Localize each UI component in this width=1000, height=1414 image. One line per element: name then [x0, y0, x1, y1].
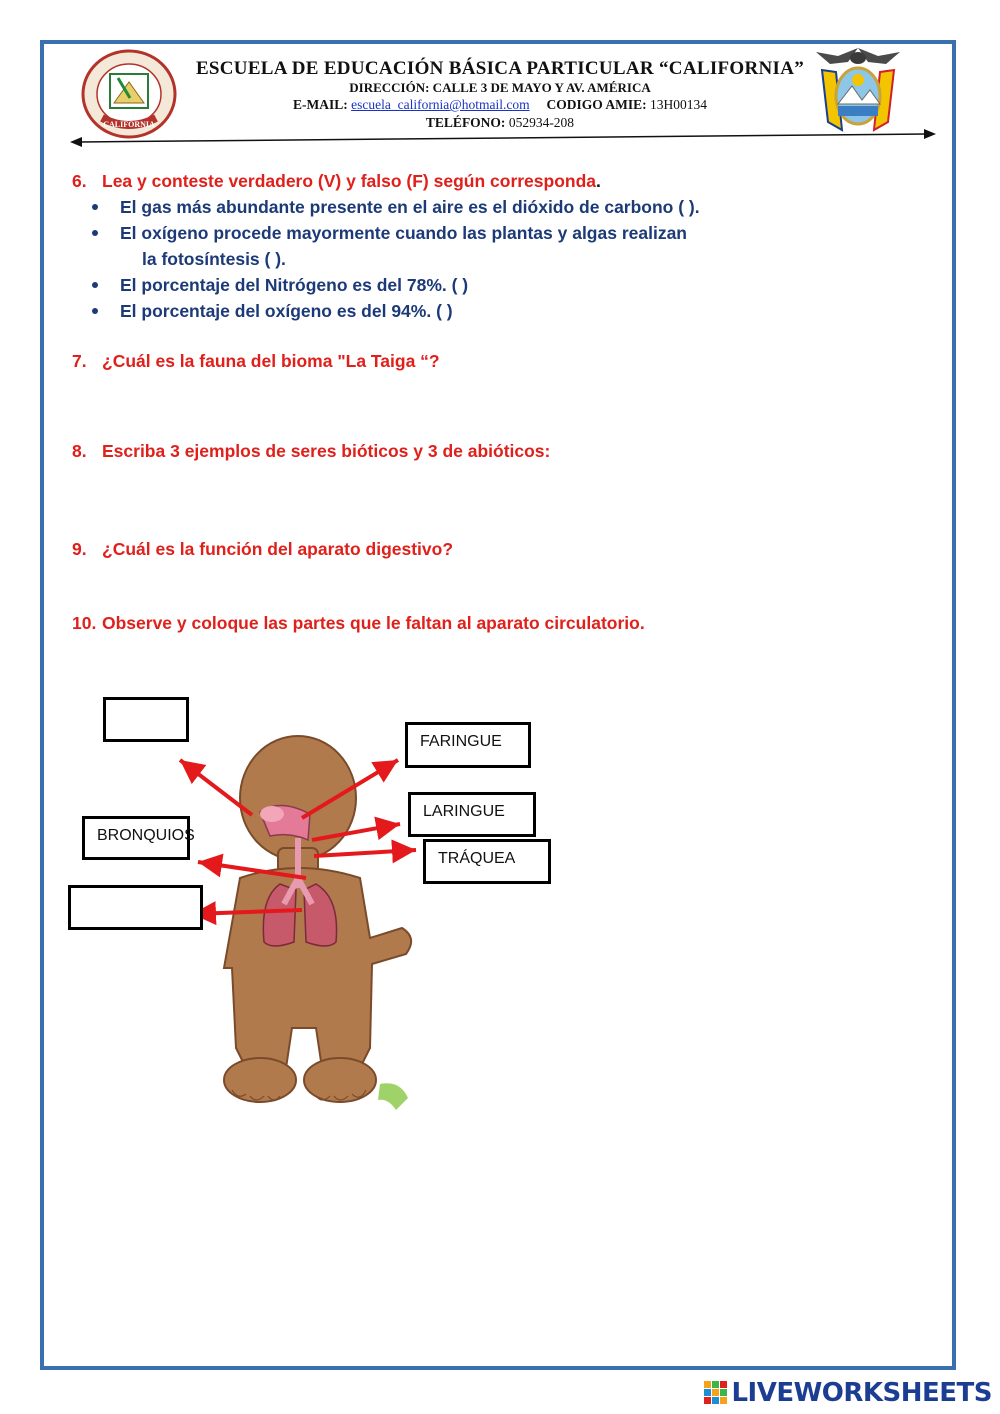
liveworksheets-logo — [703, 1378, 992, 1408]
arrow-to-laringue — [312, 824, 400, 840]
logo-text: CALIFORNIA — [103, 120, 155, 129]
email-link[interactable]: escuela_california@hotmail.com — [351, 97, 530, 112]
question-10-text: Observe y coloque las partes que le faltan al aparato circulatorio. — [102, 613, 645, 633]
question-9-number: 9. — [72, 539, 87, 559]
phone-label: TELÉFONO: — [425, 115, 506, 130]
q6-item-3: El porcentaje del Nitrógeno es del 78%. ( ) — [120, 275, 469, 295]
arrow-to-faringue — [302, 760, 398, 818]
q6-item-1: El gas más abundante presente en el aire es el dióxido de carbono ( ). — [120, 197, 700, 217]
label-faringue: FARINGUE — [405, 722, 531, 768]
phone-number: 052934-208 — [508, 115, 575, 130]
school-name: ESCUELA DE EDUCACIÓN BÁSICA PARTICULAR “CALIFORNIA” — [195, 58, 805, 79]
question-6-number: 6. — [72, 171, 87, 191]
question-7-number: 7. — [72, 351, 87, 371]
question-8-number: 8. — [72, 441, 87, 461]
label-bronquios: BRONQUIOS — [82, 816, 190, 860]
label-traquea: TRÁQUEA — [423, 839, 551, 884]
q6-item-4: El porcentaje del oxígeno es del 94%. ( ) — [120, 301, 453, 321]
arrow-to-blank-bottom — [192, 910, 302, 914]
question-10-number: 10. — [72, 613, 97, 633]
question-6-period: . — [596, 171, 601, 191]
question-7-text: ¿Cuál es la fauna del bioma "La Taiga “? — [102, 351, 440, 371]
answer-box-blank-top[interactable] — [103, 697, 189, 742]
arrow-to-blank-top — [180, 760, 252, 815]
question-6-prompt: Lea y conteste verdadero (V) y falso (F) según corresponda — [102, 171, 597, 191]
question-9-text: ¿Cuál es la función del aparato digestivo? — [102, 539, 454, 559]
question-8-text: Escriba 3 ejemplos de seres bióticos y 3 de abióticos: — [102, 441, 551, 461]
liveworksheets-brand: LIVEWORKSHEETS — [731, 1378, 992, 1408]
amie-code: 13H00134 — [650, 97, 707, 112]
arrow-to-bronquios — [198, 862, 306, 878]
amie-label: CODIGO AMIE: — [546, 97, 647, 112]
q6-item-2-continuation: la fotosíntesis ( ). — [142, 249, 286, 269]
q6-item-2: El oxígeno procede mayormente cuando las plantas y algas realizan — [120, 223, 687, 243]
school-address: DIRECCIÓN: CALLE 3 DE MAYO Y AV. AMÉRICA — [349, 80, 651, 95]
email-label: E-MAIL: — [292, 97, 348, 112]
arrow-to-traquea — [314, 850, 416, 856]
liveworksheets-mark-icon — [703, 1380, 729, 1406]
label-laringue: LARINGUE — [408, 792, 536, 837]
answer-box-blank-bottom[interactable] — [68, 885, 203, 930]
